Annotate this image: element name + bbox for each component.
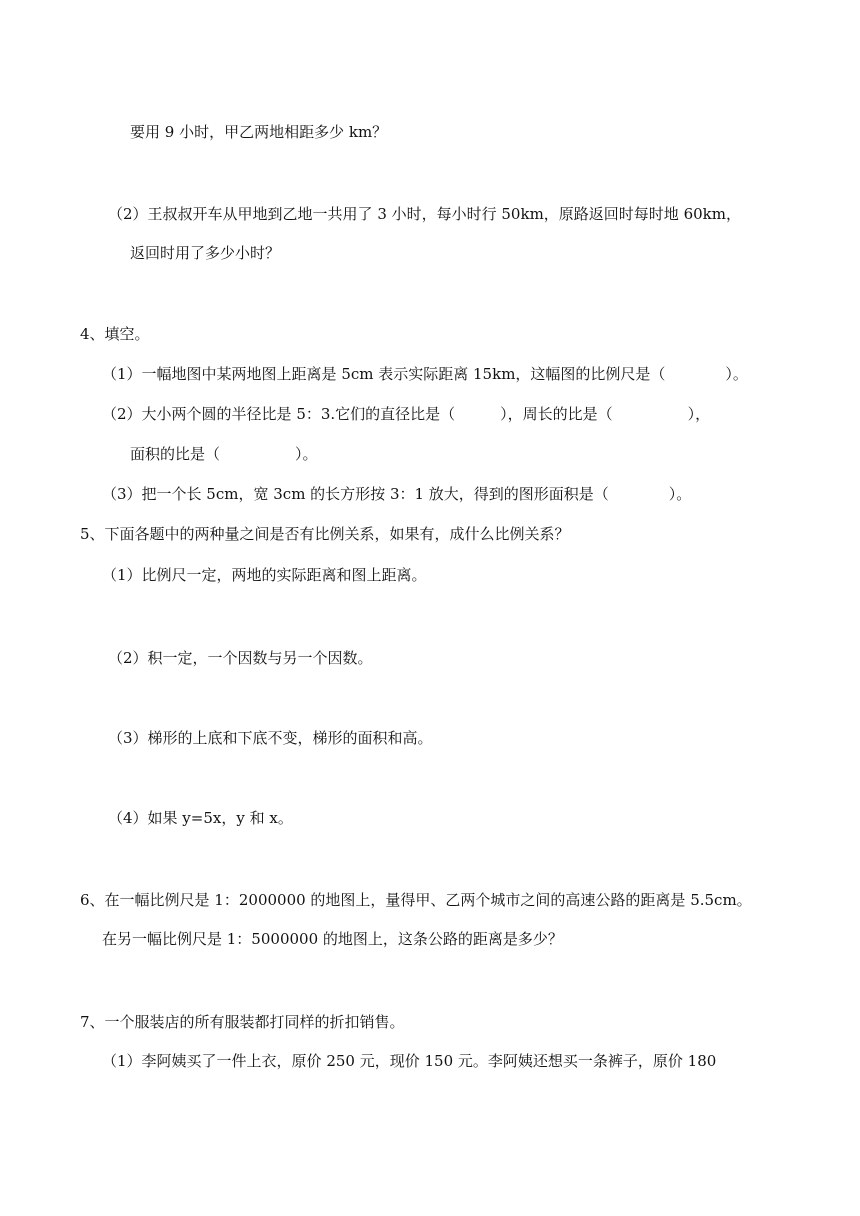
problem-3-1-continuation: 要用 9 小时，甲乙两地相距多少 km？: [130, 123, 388, 141]
section-5-heading: 5、下面各题中的两种量之间是否有比例关系，如果有，成什么比例关系？: [80, 525, 570, 543]
problem-4-2-continuation: 面积的比是（ ）。: [130, 445, 318, 463]
problem-7-1: （1）李阿姨买了一件上衣，原价 250 元，现价 150 元。李阿姨还想买一条裤子，原价 180: [102, 1052, 717, 1070]
problem-3-2-continuation: 返回时用了多少小时？: [130, 244, 281, 262]
problem-4-1: （1）一幅地图中某两地图上距离是 5cm 表示实际距离 15km，这幅图的比例尺是（ ）。: [102, 365, 748, 383]
problem-5-1: （1）比例尺一定，两地的实际距离和图上距离。: [102, 566, 427, 584]
problem-4-2: （2）大小两个圆的半径比是 5：3.它们的直径比是（ ），周长的比是（ ），: [102, 405, 711, 423]
problem-5-4: （4）如果 y=5x，y 和 x。: [108, 809, 293, 827]
problem-4-3: （3）把一个长 5cm，宽 3cm 的长方形按 3：1 放大，得到的图形面积是（ ）。: [102, 485, 692, 503]
problem-3-2: （2）王叔叔开车从甲地到乙地一共用了 3 小时，每小时行 50km，原路返回时每时地 60km，: [108, 205, 741, 223]
problem-5-3: （3）梯形的上底和下底不变，梯形的面积和高。: [108, 729, 433, 747]
section-6-problem: 6、在一幅比例尺是 1：2000000 的地图上，量得甲、乙两个城市之间的高速公路的距离是 5.5cm。: [80, 891, 752, 909]
section-6-problem-continuation: 在另一幅比例尺是 1：5000000 的地图上，这条公路的距离是多少？: [102, 930, 563, 948]
section-7-heading: 7、一个服装店的所有服装都打同样的折扣销售。: [80, 1013, 405, 1031]
section-4-heading: 4、填空。: [80, 325, 150, 343]
problem-5-2: （2）积一定，一个因数与另一个因数。: [108, 649, 373, 667]
